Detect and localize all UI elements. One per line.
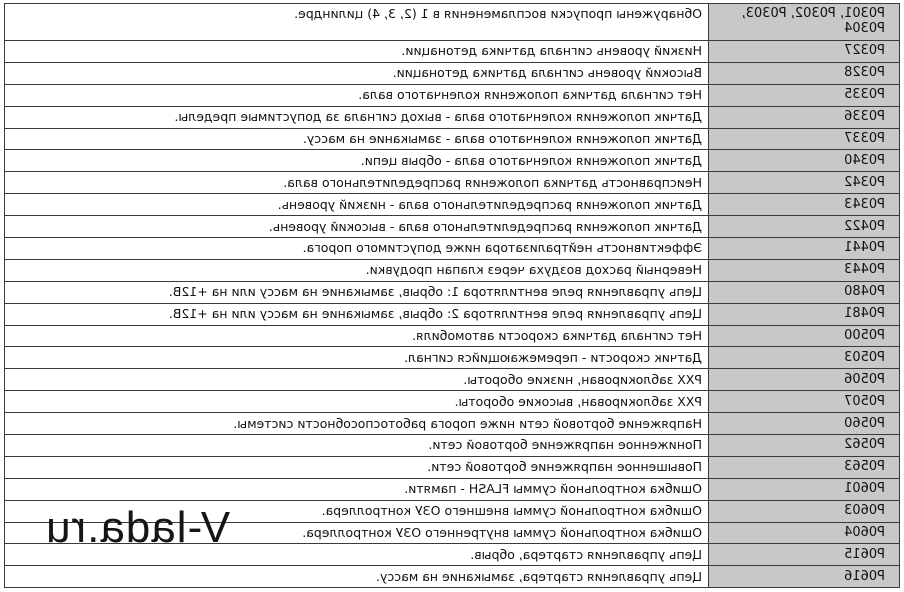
table-row: [5, 172, 900, 194]
table-row: [5, 478, 900, 500]
error-description-cell: Датчик положения коленчатого вала - обрыв цепи.: [5, 150, 709, 172]
error-description-cell: Датчик положения распределительного вала - низкий уровень.: [5, 194, 709, 216]
error-code-cell: P0301, P0302, P0303, P0304: [709, 4, 900, 41]
error-description-cell: Датчик положения коленчатого вала - выход сигнала за допустимые пределы.: [5, 106, 709, 128]
error-description-cell: Повышенное напряжение бортовой сети.: [5, 456, 709, 478]
table-row: [5, 238, 900, 260]
error-description-cell: Пониженное напряжение бортовой сети.: [5, 435, 709, 457]
error-code-cell: P0603: [709, 500, 900, 522]
table-row: [5, 4, 900, 41]
error-description-cell: Цепь управления реле вентилятора 1: обрыв, замыкание на массу или на +12В.: [5, 281, 709, 303]
table-row: [5, 456, 900, 478]
error-description-cell: Обнаружены пропуски воспламенения в 1 (2, 3, 4) цилиндре.: [5, 4, 709, 41]
error-description-cell: Неверный расход воздуха через клапан продувки.: [5, 259, 709, 281]
table-row: [5, 128, 900, 150]
error-description-cell: Цепь управления стартера, замыкание на массу.: [5, 566, 709, 588]
error-code-cell: P0441: [709, 238, 900, 260]
table-row: [5, 391, 900, 413]
table-row: [5, 303, 900, 325]
table-row: [5, 84, 900, 106]
error-code-cell: P0500: [709, 325, 900, 347]
error-code-cell: P0335: [709, 84, 900, 106]
error-description-cell: Напряжение бортовой сети ниже порога работоспособности системы.: [5, 413, 709, 435]
error-description-cell: Ошибка контрольной суммы FLASH - памяти.: [5, 478, 709, 500]
error-description-cell: Датчик скорости - перемежающийся сигнал.: [5, 347, 709, 369]
table-row: [5, 216, 900, 238]
table-row: [5, 413, 900, 435]
error-code-cell: P0337: [709, 128, 900, 150]
error-code-cell: P0616: [709, 566, 900, 588]
error-code-cell: P0481: [709, 303, 900, 325]
error-code-cell: P0336: [709, 106, 900, 128]
error-description-cell: Датчик положения коленчатого вала - замыкание на массу.: [5, 128, 709, 150]
error-code-cell: P0601: [709, 478, 900, 500]
error-code-cell: P0563: [709, 456, 900, 478]
error-description-cell: Ошибка контрольной суммы внешнего ОЗУ контроллера.: [5, 500, 709, 522]
table-row: [5, 325, 900, 347]
error-description-cell: Неисправность датчика положения распределительного вала.: [5, 172, 709, 194]
error-codes-table: [4, 3, 900, 588]
table-row: [5, 435, 900, 457]
table-row: [5, 194, 900, 216]
table-row: [5, 369, 900, 391]
error-code-cell: P0507: [709, 391, 900, 413]
error-code-cell: P0560: [709, 413, 900, 435]
error-code-cell: P0503: [709, 347, 900, 369]
table-row: [5, 41, 900, 63]
error-code-cell: P0422: [709, 216, 900, 238]
table-row: [5, 259, 900, 281]
error-description-cell: Высокий уровень сигнала датчика детонации.: [5, 62, 709, 84]
table-row: [5, 106, 900, 128]
error-code-cell: P0342: [709, 172, 900, 194]
error-description-cell: Нет сигнала датчика скорости автомобиля.: [5, 325, 709, 347]
error-code-cell: P0443: [709, 259, 900, 281]
table-row: [5, 281, 900, 303]
error-code-cell: P0506: [709, 369, 900, 391]
error-code-cell: P0328: [709, 62, 900, 84]
error-code-cell: P0327: [709, 41, 900, 63]
error-code-cell: P0604: [709, 522, 900, 544]
error-code-cell: P0343: [709, 194, 900, 216]
error-description-cell: Датчик положения распределительного вала - высокий уровень.: [5, 216, 709, 238]
table-row: [5, 347, 900, 369]
error-code-cell: P0340: [709, 150, 900, 172]
error-description-cell: Низкий уровень сигнала датчика детонации.: [5, 41, 709, 63]
error-code-cell: P0562: [709, 435, 900, 457]
error-code-cell: P0480: [709, 281, 900, 303]
error-description-cell: Ошибка контрольной суммы внутреннего ОЗУ контроллера.: [5, 522, 709, 544]
error-description-cell: Эффективность нейтрализатора ниже допустимого порога.: [5, 238, 709, 260]
error-description-cell: РХХ заблокирован, высокие обороты.: [5, 391, 709, 413]
table-body: [5, 4, 900, 588]
table-row: [5, 62, 900, 84]
error-description-cell: РХХ заблокирован, низкие обороты.: [5, 369, 709, 391]
table-row: [5, 566, 900, 588]
error-description-cell: Цепь управления реле вентилятора 2: обрыв, замыкание на массу или на +12В.: [5, 303, 709, 325]
table-row: [5, 150, 900, 172]
error-description-cell: Нет сигнала датчика положения коленчатого вала.: [5, 84, 709, 106]
error-code-cell: P0615: [709, 544, 900, 566]
watermark-text: V-lada.ru: [45, 503, 231, 552]
error-description-cell: Цепь управления стартера, обрыв.: [5, 544, 709, 566]
